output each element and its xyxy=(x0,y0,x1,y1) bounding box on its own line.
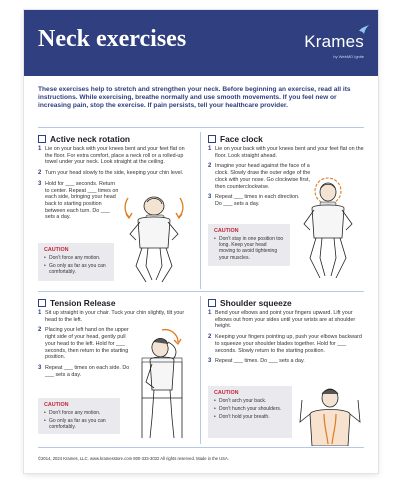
caution-box-tension-release xyxy=(38,398,120,434)
step: 3 Hold for ___ seconds. Return to center. Repeat ___ times on each side, bringing your head back to starting position between each turn. Do ___ sets a day. xyxy=(38,180,119,221)
section-title-active-neck-rotation: Active neck rotation xyxy=(38,134,130,144)
caution-item: • Don’t hunch your shoulders. xyxy=(214,406,286,412)
section-title-shoulder-squeeze: Shoulder squeeze xyxy=(208,298,292,308)
person-lying-head-turned-icon xyxy=(120,192,192,286)
checkbox-icon xyxy=(38,299,46,307)
bird-logo-icon xyxy=(358,24,370,36)
brand-logo xyxy=(304,32,364,52)
caution-item: • Don’t arch your back. xyxy=(214,398,286,404)
caution-item: • Don’t force any motion. xyxy=(44,255,108,261)
intro-paragraph: These exercises help to stretch and strengthen your neck. Before beginning an exercise, read all its instructions. While exercising, breathe normally and use smooth movements. If you feel new or increasing pain, stop the exercise. If pain persists, tell your healthcare provider. xyxy=(38,86,351,110)
step: 2 Keeping your fingers pointing up, push your elbows backward to squeeze your shoulder blades together. Hold for ___ seconds. Slowly return to the starting position. xyxy=(208,334,362,354)
caution-item: • Don’t stay in one position too long. Keep your head moving to avoid tightening your muscles. xyxy=(214,236,284,261)
caution-item: • Don’t hold your breath. xyxy=(214,414,286,420)
step: 3 Repeat ___ times on each side. Do ___ sets a day. xyxy=(38,364,130,378)
person-seated-head-tilt-icon xyxy=(128,328,196,446)
caution-item: • Don’t force any motion. xyxy=(44,410,114,416)
caution-title: CAUTION xyxy=(44,402,69,408)
divider-top xyxy=(38,127,364,128)
step: 1 Bend your elbows and point your fingers upward. Lift your elbows out from your sides until your wrists are at shoulder height. xyxy=(208,310,356,330)
section-title-face-clock: Face clock xyxy=(208,134,263,144)
caution-title: CAUTION xyxy=(214,228,239,234)
caution-item: • Go only as far as you can comfortably. xyxy=(44,418,114,430)
step: 1 Lie on your back with your knees bent and your feet flat on the floor. Look straight ahead. xyxy=(208,146,364,159)
caution-title: CAUTION xyxy=(214,390,239,396)
caution-box-shoulder-squeeze xyxy=(208,386,292,438)
header-banner xyxy=(24,10,378,76)
caution-title: CAUTION xyxy=(44,247,69,253)
step: 1 Lie on your back with your knees bent and your feet flat on the floor. For extra comfort, place a neck roll or a rolled-up towel under your neck. Look straight at the ceiling. xyxy=(38,146,185,166)
checkbox-icon xyxy=(208,135,216,143)
divider-middle xyxy=(38,291,364,292)
person-back-shoulder-squeeze-icon xyxy=(294,386,366,446)
person-lying-face-clock-icon xyxy=(292,176,366,286)
copyright-footer: ©2014, 2024 Krames, LLC. www.kramesstore.com 800-333-3032 All rights reserved. Made in the USA. xyxy=(38,456,229,461)
step: 1 Sit up straight in your chair. Tuck your chin slightly, tilt your head to the left. xyxy=(38,310,185,323)
brand-subtitle: by WebMD Ignite xyxy=(333,54,364,59)
step: 2 Imagine your head against the face of a clock. Slowly draw the outer edge of the clock with your nose. Go clockwise first, then counterclockwise. xyxy=(208,163,311,190)
section-title-tension-release: Tension Release xyxy=(38,298,115,308)
column-divider-lower xyxy=(200,296,201,444)
brand-name: Krames xyxy=(304,32,364,51)
step: 2 Placing your left hand on the upper right side of your head, gently pull your head to the left. Hold for ___ seconds, then return to the starting position. xyxy=(38,327,129,361)
checkbox-icon xyxy=(208,299,216,307)
handout-page xyxy=(24,10,378,473)
divider-bottom xyxy=(38,447,364,448)
caution-box-active-neck-rotation xyxy=(38,243,114,281)
caution-item: • Go only as far as you can comfortably. xyxy=(44,263,108,275)
caution-box-face-clock xyxy=(208,224,290,266)
step: 3 Repeat ___ times in each direction. Do ___ sets a day. xyxy=(208,194,300,207)
steps-shoulder-squeeze xyxy=(208,310,364,369)
checkbox-icon xyxy=(38,135,46,143)
step: 3 Repeat ___ times. Do ___ sets a day. xyxy=(208,358,305,365)
step: 2 Turn your head slowly to the side, keeping your chin level. xyxy=(38,170,184,177)
page-title: Neck exercises xyxy=(38,26,187,52)
column-divider-upper xyxy=(200,132,201,289)
